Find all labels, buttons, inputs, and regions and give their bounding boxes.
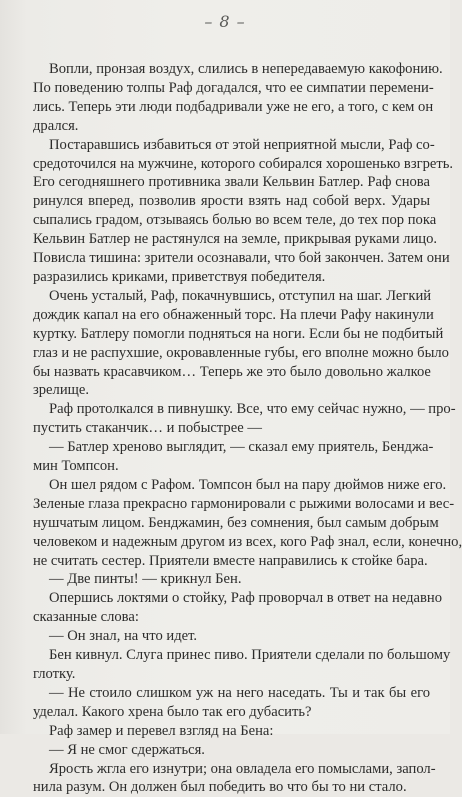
text-line: глаз и не распухшие, окровавленные губы, его вполне можно было bbox=[33, 344, 449, 361]
paragraph bbox=[33, 476, 462, 571]
text-line: лись. Теперь эти люди подбадривали уже не его, а того, с кем он bbox=[33, 98, 434, 115]
text-line: Зеленые глаза прекрасно гармонировали с рыжими волосами и вес- bbox=[33, 495, 455, 512]
body-text bbox=[33, 60, 462, 797]
text-line: мин Томпсон. bbox=[33, 458, 119, 475]
text-line: ринулся вперед, позволив ярости взять над собой верх. Удары bbox=[33, 193, 430, 210]
paragraph bbox=[33, 589, 443, 627]
text-line: глотку. bbox=[33, 666, 76, 682]
text-line: средоточился на мужчине, которого собирался хорошенько взгреть. bbox=[33, 155, 454, 172]
text-line: сказанные слова: bbox=[33, 609, 139, 626]
paragraph bbox=[33, 646, 451, 684]
text-line: куртку. Батлеру помогли подняться на ноги. Если бы не подбитый bbox=[33, 325, 444, 342]
text-line: дождик капал на его обнаженный торс. На плечи Рафу накинули bbox=[33, 306, 434, 323]
text-line: нила разум. Он должен был победить во что бы то ни стало. bbox=[33, 779, 407, 796]
paragraph bbox=[33, 760, 436, 797]
text-line: сыпались градом, отзываясь болью во всем теле, до тех пор пока bbox=[33, 212, 437, 229]
text-line: — Он знал, на что идет. bbox=[49, 628, 198, 645]
text-line: дрался. bbox=[33, 117, 79, 134]
paragraph bbox=[33, 400, 456, 438]
text-line: Бен кивнул. Слуга принес пиво. Приятели сделали по большому bbox=[49, 647, 451, 664]
text-line: уделал. Какого хрена было так его дубасить? bbox=[33, 703, 312, 720]
text-line: пустить стаканчик… и побыстрее — bbox=[33, 420, 262, 437]
paragraph bbox=[33, 684, 430, 722]
text-line: — Не стоило слишком уж на него наседать. Ты и так бы его bbox=[49, 684, 430, 701]
text-line: — Батлер хреново выглядит, — сказал ему приятель, Бенджа- bbox=[49, 439, 434, 456]
text-line: Кельвин Батлер не растянулся на земле, прикрывая руками лицо. bbox=[33, 231, 438, 248]
text-line: Вопли, пронзая воздух, слились в непередаваемую какофонию. bbox=[49, 61, 443, 77]
page-number: – 8 – bbox=[204, 12, 246, 31]
text-line: Повисла тишина: зрители осознавали, что бой закончен. Затем они bbox=[33, 250, 450, 267]
paragraph bbox=[33, 570, 430, 589]
text-line: зрелище. bbox=[33, 382, 89, 399]
text-line: человеком и надежным другом из всех, кого Раф знал, если, конечно, bbox=[33, 533, 462, 550]
text-line: Его сегодняшнего противника звали Кельвин Батлер. Раф снова bbox=[33, 174, 430, 191]
text-line: Постаравшись избавиться от этой неприятной мысли, Раф со- bbox=[49, 136, 435, 153]
paragraph bbox=[33, 136, 454, 287]
text-line: не считать сестер. Приятели вместе направились к стойке бара. bbox=[33, 552, 428, 569]
text-line: Раф замер и перевел взгляд на Бена: bbox=[49, 722, 274, 739]
paragraph bbox=[33, 287, 449, 400]
paragraph bbox=[33, 60, 443, 136]
text-line: — Я не смог сдержаться. bbox=[49, 741, 205, 758]
text-line: По поведению толпы Раф догадался, что ее симпатии перемени- bbox=[33, 79, 434, 96]
paragraph bbox=[33, 438, 434, 476]
text-line: — Две пинты! — крикнул Бен. bbox=[49, 571, 242, 588]
paragraph bbox=[33, 722, 430, 741]
text-line: нушчатым лицом. Бенджамин, без сомнения, был самым добрым bbox=[33, 514, 439, 531]
text-line: бы назвать красавчиком… Теперь же это было довольно жалкое bbox=[33, 363, 431, 380]
paragraph bbox=[33, 741, 430, 760]
text-line: Опершись локтями о стойку, Раф проворчал в ответ на недавно bbox=[49, 590, 443, 607]
text-line: разразились криками, приветствуя победителя. bbox=[33, 268, 326, 285]
text-line: Раф протолкался в пивнушку. Все, что ему сейчас нужно, — про- bbox=[49, 401, 456, 418]
text-line: Ярость жгла его изнутри; она овладела его помыслами, запол- bbox=[49, 760, 436, 777]
paragraph bbox=[33, 627, 430, 646]
text-line: Он шел рядом с Рафом. Томпсон был на пару дюймов ниже его. bbox=[49, 476, 447, 493]
text-line: Очень усталый, Раф, покачнувшись, отступил на шаг. Легкий bbox=[49, 287, 432, 304]
